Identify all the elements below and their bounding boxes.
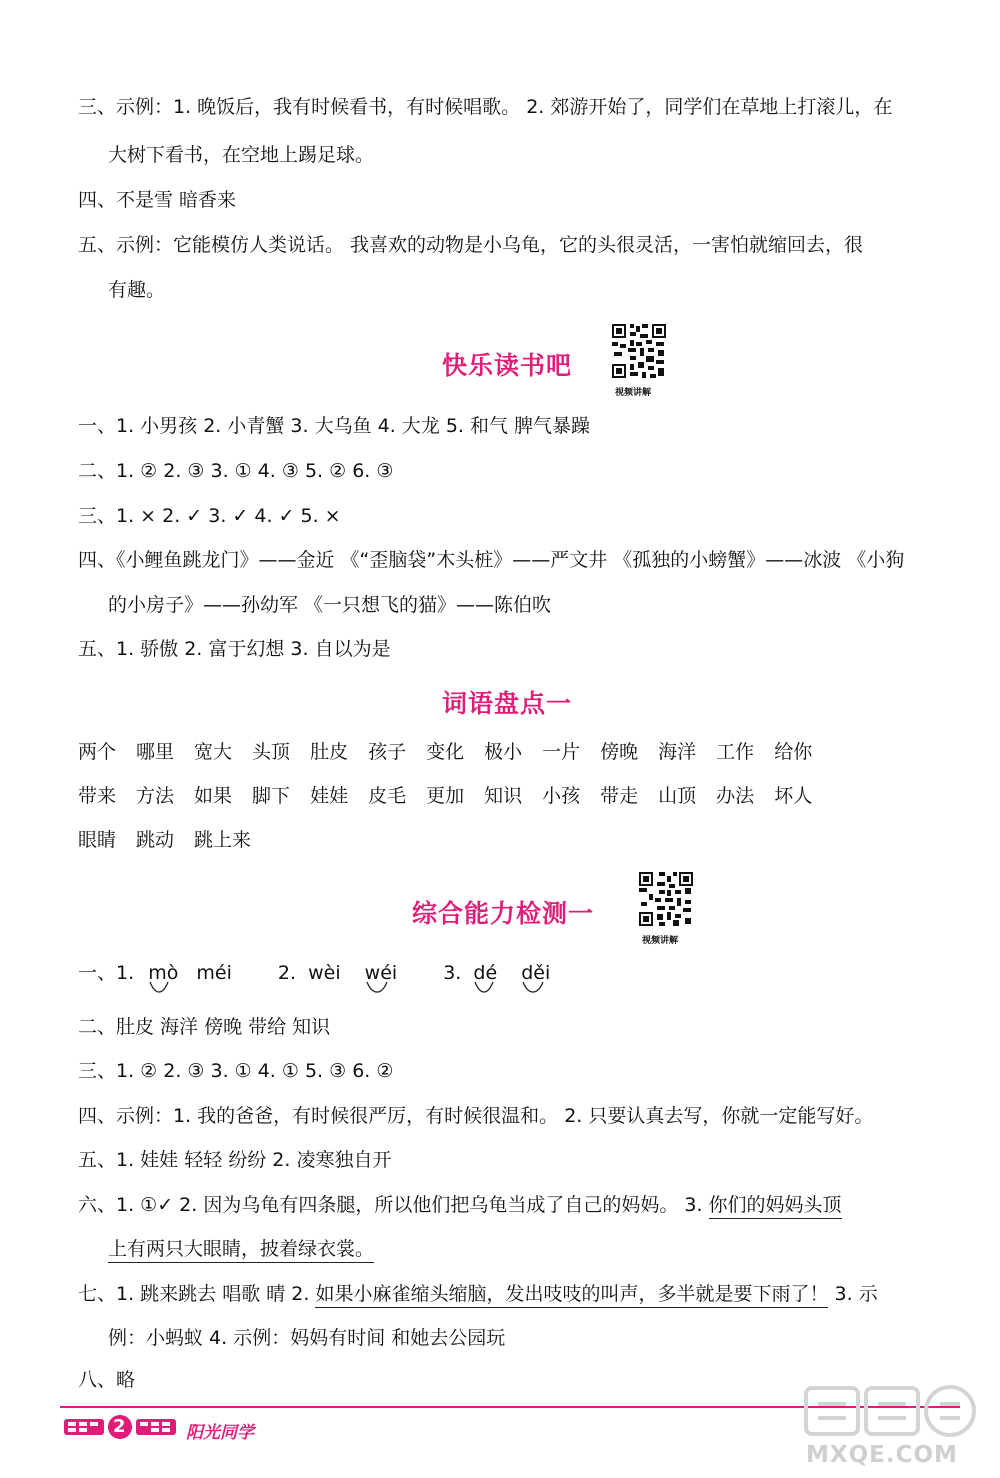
q7-underlined: 如果小麻雀缩头缩脑，发出吱吱的叫声，多半就是要下雨了！ [315,1283,828,1308]
answer-line-4: 四、不是雪 暗香来 [78,189,237,211]
q1-label: 一、1. [78,962,135,984]
test-answer-1 [78,962,562,985]
vocab-word: 如果 [194,785,233,807]
vocab-word: 方法 [136,785,175,807]
vocab-word: 海洋 [658,741,697,763]
q6-underlined-1: 你们的妈妈头顶 [709,1194,842,1219]
section-title-reading: 快乐读书吧 [442,351,573,380]
q6-underlined-2: 上有两只大眼睛，披着绿衣裳。 [108,1238,374,1263]
vocab-word: 坏人 [774,785,813,807]
section-title-test: 综合能力检测一 [412,899,595,928]
vocab-word: 给你 [774,741,813,763]
page-number: 2 [113,1416,126,1437]
test-answer-6-1 [78,1194,842,1217]
vocab-word: 工作 [716,741,755,763]
pinyin-wei2: wéi [365,962,398,985]
vocab-word: 皮毛 [368,785,407,807]
qr-caption: 视频讲解 [615,388,652,398]
test-answer-7-1 [78,1283,878,1306]
test-answer-5: 五、1. 娃娃 轻轻 纷纷 2. 凌寒独自开 [78,1149,392,1171]
page-number-badge [64,1414,176,1440]
test-answer-4: 四、示例：1. 我的爸爸，有时候很严厉，有时候很温和。 2. 只要认真去写，你就一定能写好。 [78,1105,874,1127]
vocab-row-2 [78,781,832,808]
brand-logo: 阳光同学 [186,1423,254,1443]
watermark-url: MXQE.COM [806,1442,958,1468]
vocab-word: 宽大 [194,741,233,763]
reading-answer-1: 一、1. 小男孩 2. 小青蟹 3. 大乌鱼 4. 大龙 5. 和气 脾气暴躁 [78,415,591,437]
vocab-row-3 [78,825,271,852]
vocab-word: 带来 [78,785,117,807]
reading-answer-3: 三、1. × 2. ✓ 3. ✓ 4. ✓ 5. × [78,505,341,527]
test-answer-7-2: 例：小蚂蚁 4. 示例：妈妈有时间 和她去公园玩 [108,1327,506,1349]
answer-line-3-2: 大树下看书，在空地上踢足球。 [108,144,375,166]
vocab-word: 知识 [484,785,523,807]
watermark [800,1380,990,1472]
vocab-word: 办法 [716,785,755,807]
vocab-word: 跳动 [136,829,175,851]
qr-code-icon[interactable] [610,322,668,380]
vocab-word: 山顶 [658,785,697,807]
q1-2-label: 2. [277,962,297,984]
vocab-word: 傍晚 [600,741,639,763]
vocab-word: 小孩 [542,785,581,807]
answer-line-5-1: 五、示例：它能模仿人类说话。 我喜欢的动物是小乌龟，它的头很灵活，一害怕就缩回去，很 [78,234,864,256]
vocab-word: 变化 [426,741,465,763]
test-answer-6-2 [108,1238,374,1261]
vocab-word: 头顶 [252,741,291,763]
pinyin-mei: méi [196,962,232,984]
reading-answer-4-2: 的小房子》——孙幼军 《一只想飞的猫》——陈伯吹 [108,594,552,616]
vocab-word: 一片 [542,741,581,763]
vocab-word: 跳上来 [194,829,252,851]
q1-3-label: 3. [443,962,462,984]
vocab-word: 带走 [600,785,639,807]
test-answer-2: 二、肚皮 海洋 傍晚 带给 知识 [78,1016,331,1038]
vocab-word: 更加 [426,785,465,807]
q7-text: 七、1. 跳来跳去 唱歌 晴 2. [78,1283,316,1305]
q6-text: 六、1. ①✓ 2. 因为乌龟有四条腿，所以他们把乌龟当成了自己的妈妈。 3. [78,1194,709,1216]
vocab-word: 孩子 [368,741,407,763]
vocab-row-1 [78,737,832,764]
vocab-word: 两个 [78,741,117,763]
vocab-word: 脚下 [252,785,291,807]
qr-code-icon[interactable] [637,870,695,928]
section-title-vocab: 词语盘点一 [442,689,573,718]
vocab-word: 娃娃 [310,785,349,807]
reading-answer-5: 五、1. 骄傲 2. 富于幻想 3. 自以为是 [78,638,391,660]
pinyin-wei4: wèi [308,962,341,984]
pinyin-mo: mò [148,962,178,985]
vocab-word: 极小 [484,741,523,763]
test-answer-8: 八、略 [78,1369,136,1391]
test-answer-3: 三、1. ② 2. ③ 3. ① 4. ① 5. ③ 6. ② [78,1060,394,1082]
vocab-word: 眼睛 [78,829,117,851]
q7-text-post: 3. 示 [828,1283,878,1305]
vocab-word: 哪里 [136,741,175,763]
reading-answer-4-1: 四、《小鲤鱼跳龙门》——金近 《“歪脑袋”木头桩》——严文井 《孤独的小螃蟹》——冰波 《小狗 [78,549,905,571]
pinyin-de: dé [473,962,497,985]
answer-line-5-2: 有趣。 [108,279,166,301]
qr-caption: 视频讲解 [642,936,679,946]
pinyin-dei: děi [521,962,550,985]
answer-line-3-1: 三、示例：1. 晚饭后，我有时候看书，有时候唱歌。 2. 郊游开始了，同学们在草地上打滚儿，在 [78,96,893,118]
vocab-word: 肚皮 [310,741,349,763]
reading-answer-2: 二、1. ② 2. ③ 3. ① 4. ③ 5. ② 6. ③ [78,460,394,482]
